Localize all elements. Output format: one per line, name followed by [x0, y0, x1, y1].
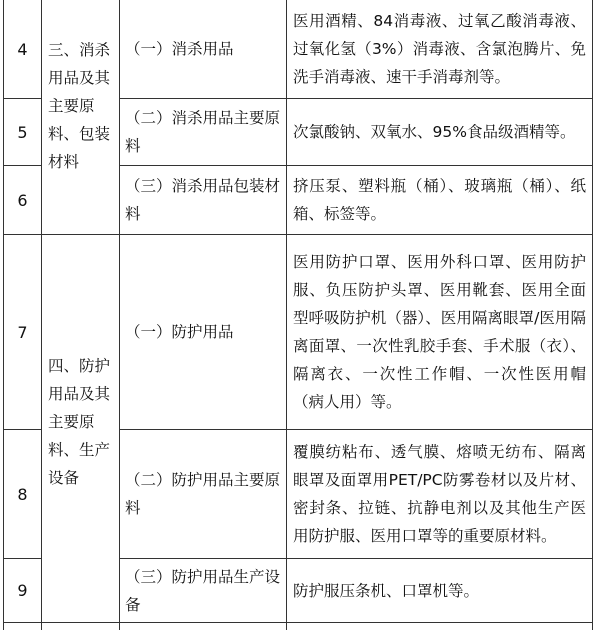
row-number-cell — [4, 559, 42, 623]
row-number: 9 — [17, 581, 28, 600]
table-row — [4, 0, 593, 99]
row-number: 4 — [17, 39, 28, 59]
description-text: 防护服压条机、口罩机等。 — [293, 581, 480, 600]
description-cell — [287, 0, 593, 99]
description-text: 次氯酸钠、双氧水、95%食品级酒精等。 — [293, 123, 576, 141]
row-number-cell — [4, 0, 42, 99]
row-number-cell — [4, 99, 42, 166]
supply-category-table — [3, 0, 593, 630]
subcategory-label: （三）防护用品生产设备 — [125, 567, 281, 614]
table-row — [4, 235, 593, 430]
description-text: 挤压泵、塑料瓶（桶）、玻璃瓶（桶）、纸箱、标签等。 — [293, 177, 586, 223]
description-text: 医用防护口罩、医用外科口罩、医用防护服、负压防护头罩、医用靴套、医用全面型呼吸防护机（器）、医用隔离眼罩/医用隔离面罩、一次性乳胶手套、手术服（衣）、隔离衣、一次性工作帽、一次性医用帽（病人用）等。 — [293, 253, 586, 411]
subcategory-cell — [120, 99, 287, 166]
category-label: 三、消杀用品及其主要原料、包装材料 — [48, 41, 111, 171]
subcategory-cell — [120, 559, 287, 623]
row-number-cell — [4, 430, 42, 559]
subcategory-label: （二）消杀用品主要原料 — [125, 109, 281, 155]
subcategory-label: （二）防护用品主要原料 — [125, 471, 281, 517]
description-cell — [287, 99, 593, 166]
subcategory-label: （三）消杀用品包装材料 — [125, 177, 281, 223]
description-cell — [287, 166, 593, 235]
description-text: 覆膜纺粘布、透气膜、熔喷无纺布、隔离眼罩及面罩用PET/PC防雾卷材以及片材、密封条、拉链、抗静电剂以及其他生产医用防护服、医用口罩等的重要原材料。 — [293, 443, 586, 545]
subcategory-cell — [120, 430, 287, 559]
subcategory-cell — [120, 235, 287, 430]
description-text: 医用酒精、84消毒液、过氧乙酸消毒液、过氧化氢（3%）消毒液、含氯泡腾片、免洗手消毒液、速干手消毒剂等。 — [293, 12, 586, 86]
table-row-continuation — [4, 623, 593, 630]
subcategory-label: （一）防护用品 — [125, 323, 234, 341]
category-cell — [42, 0, 120, 235]
category-cell — [42, 235, 120, 623]
row-number: 7 — [17, 322, 28, 342]
category-label: 四、防护用品及其主要原料、生产设备 — [48, 357, 111, 487]
description-cell — [287, 559, 593, 623]
row-number-cell — [4, 235, 42, 430]
row-number: 8 — [17, 484, 28, 504]
description-cell — [287, 235, 593, 430]
subcategory-cell — [120, 166, 287, 235]
description-cell — [287, 430, 593, 559]
row-number-cell — [4, 166, 42, 235]
row-number: 5 — [17, 122, 28, 142]
row-number: 6 — [17, 190, 28, 210]
subcategory-label: （一）消杀用品 — [125, 40, 234, 58]
subcategory-cell — [120, 0, 287, 99]
